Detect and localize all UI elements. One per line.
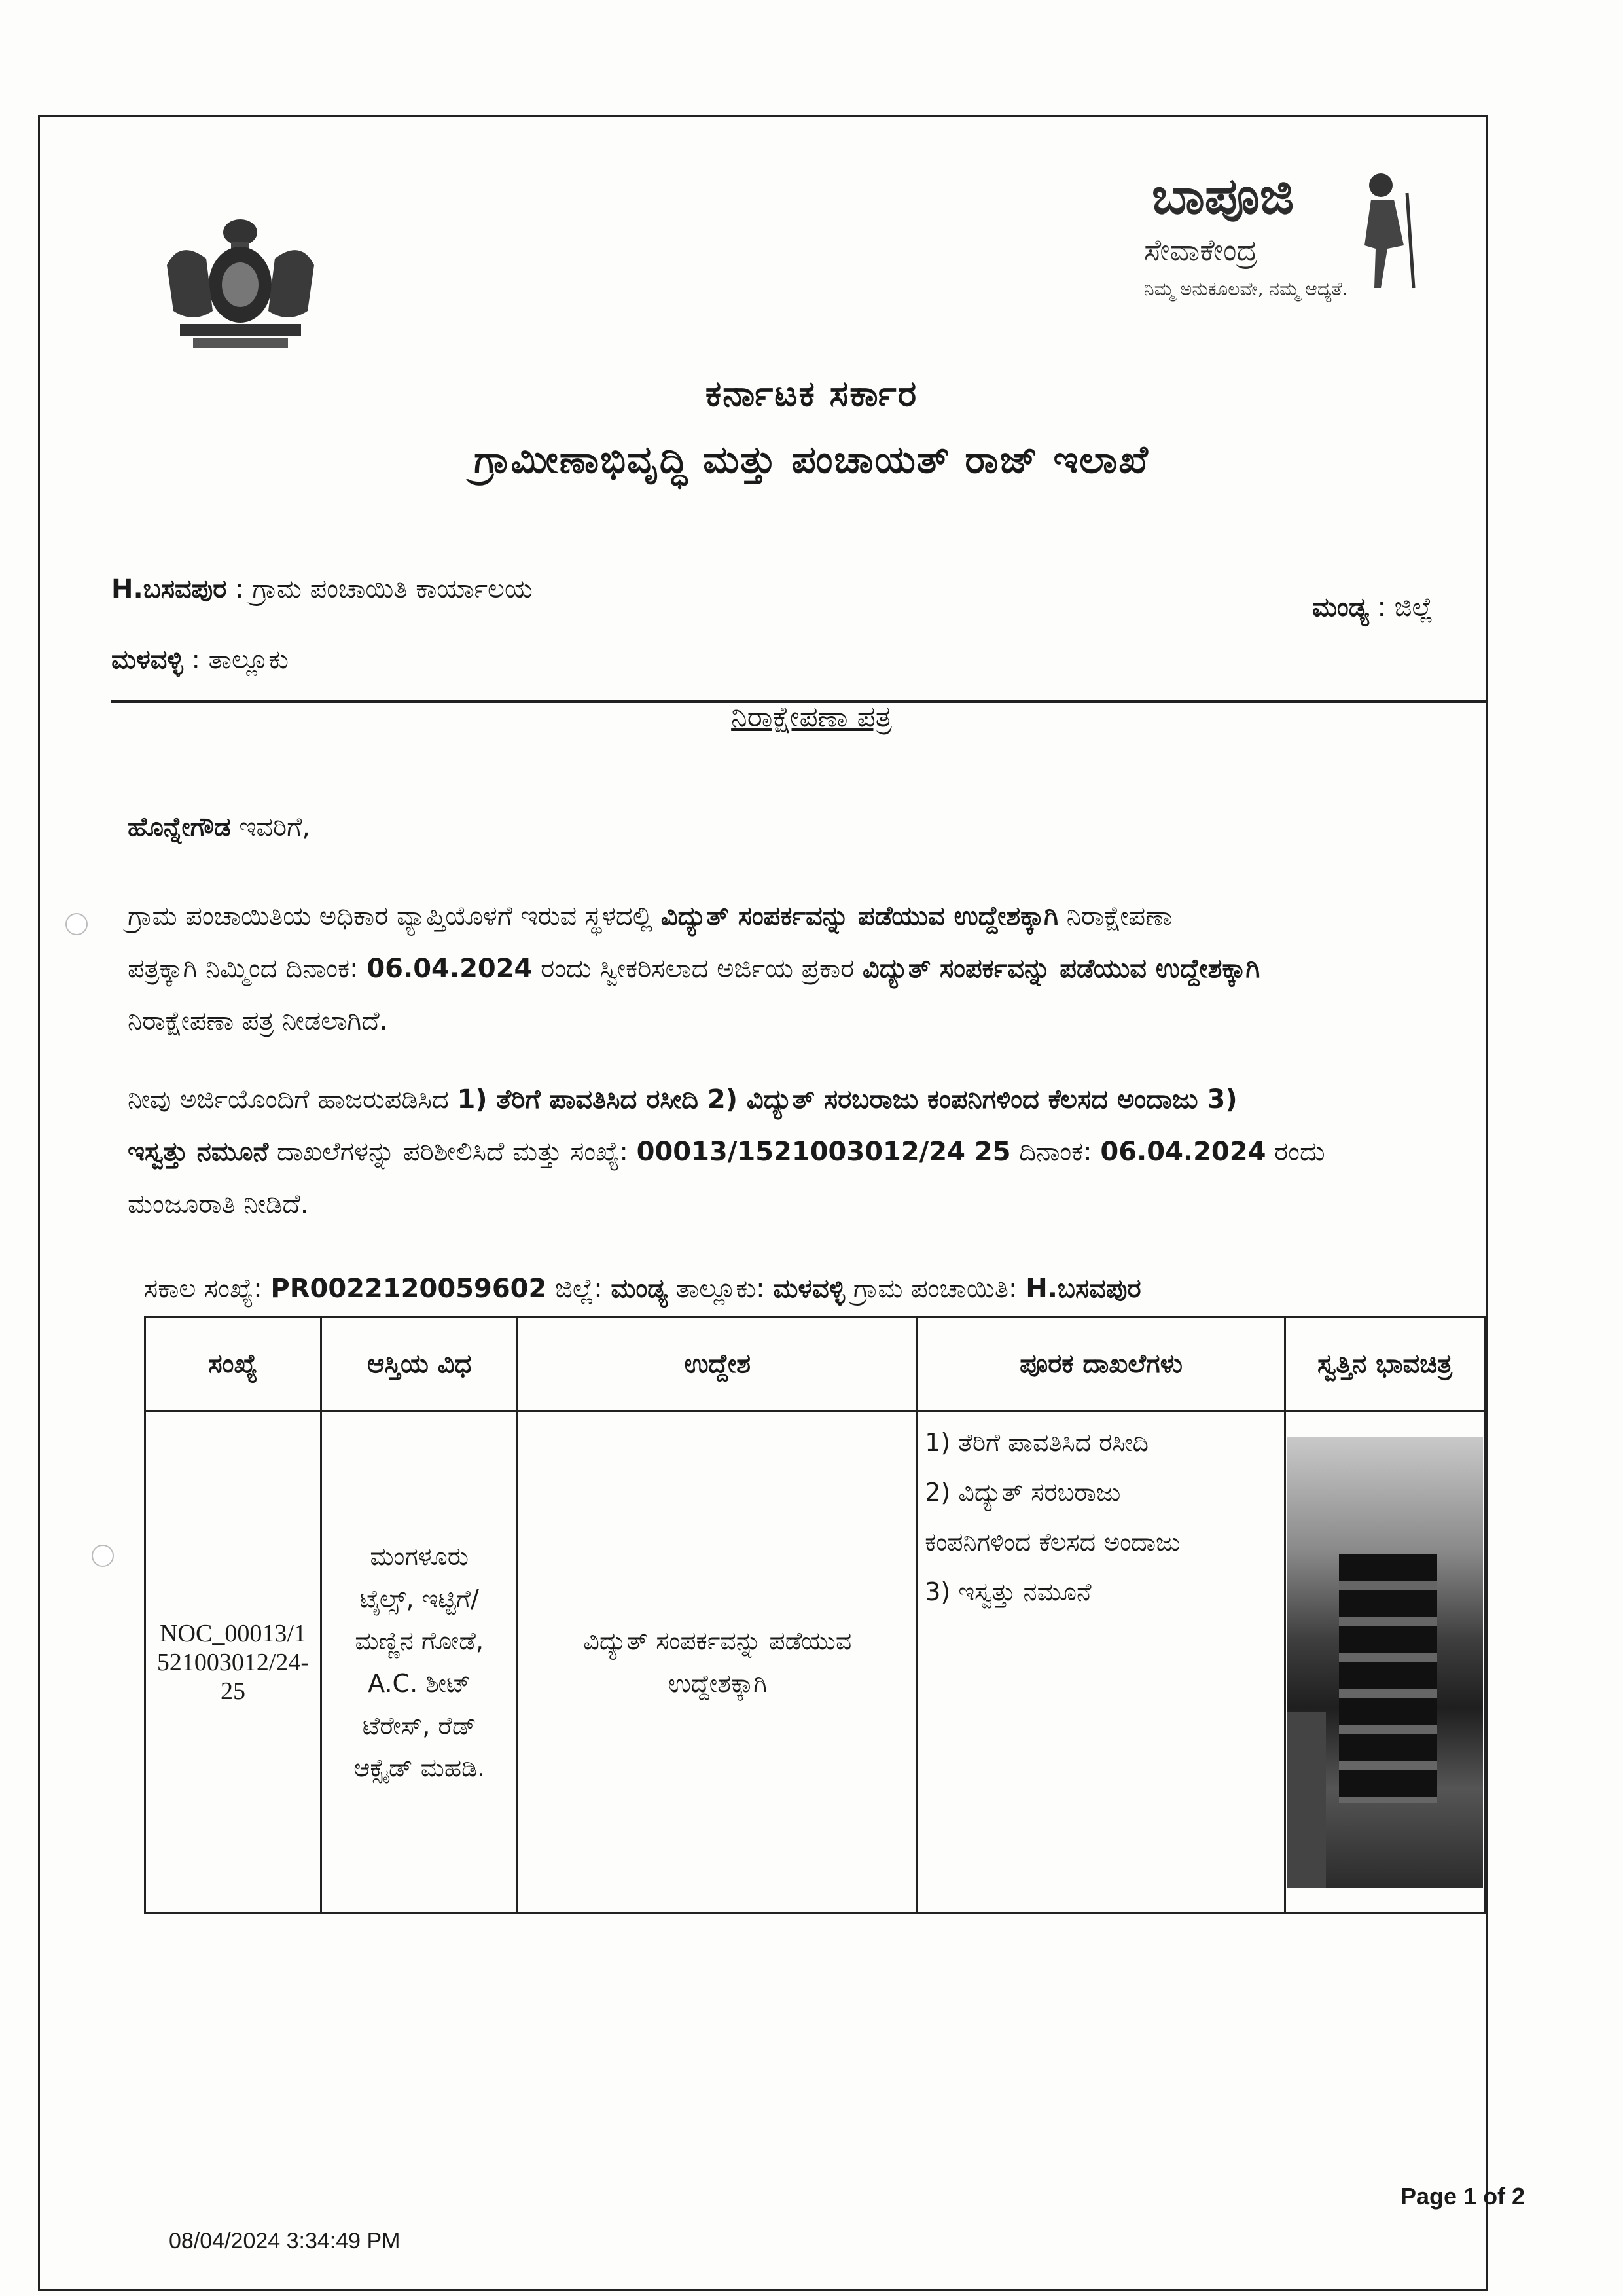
header-property-photo: ಸ್ವತ್ತಿನ ಭಾವಚಿತ್ರ (1285, 1317, 1484, 1412)
doc-line: 2) ವಿದ್ಯುತ್ ಸರಬರಾಜು (925, 1478, 1121, 1507)
page-number: Page 1 of 2 (1400, 2183, 1525, 2210)
noc-number-line: NOC_00013/1 (160, 1620, 306, 1647)
taluk-name: ಮಳವಳ್ಳಿ (111, 645, 183, 675)
photo-wall (1287, 1712, 1326, 1888)
sakala-gp-label: ಗ್ರಾಮ ಪಂಚಾಯಿತಿ: (845, 1274, 1026, 1304)
paragraph-1 (128, 890, 1489, 1047)
p2-text: ದಾಖಲೆಗಳನ್ನು ಪರಿಶೀಲಿಸಿದೆ ಮತ್ತು ಸಂಖ್ಯೆ: (268, 1137, 637, 1167)
p2-text: ನೀವು ಅರ್ಜಿಯೊಂದಿಗೆ ಹಾಜರುಪಡಿಸಿದ (128, 1085, 457, 1115)
sakala-district-label: ಜಿಲ್ಲೆ: (546, 1274, 611, 1304)
addressee-suffix: ಇವರಿಗೆ, (230, 812, 311, 842)
sakala-line (144, 1273, 1505, 1304)
sakala-label: ಸಕಾಲ ಸಂಖ್ಯೆ: (144, 1274, 271, 1304)
table-header-row (145, 1317, 1485, 1412)
photo-cell (1285, 1412, 1484, 1914)
state-emblem-icon (154, 213, 327, 353)
p1-purpose: ವಿದ್ಯುತ್ ಸಂಪರ್ಕವನ್ನು ಪಡೆಯುವ ಉದ್ದೇಶಕ್ಕಾಗಿ (660, 901, 1058, 931)
bapuji-sevakendra-logo (1126, 167, 1433, 317)
p1-purpose: ವಿದ್ಯುತ್ ಸಂಪರ್ಕವನ್ನು ಪಡೆಯುವ ಉದ್ದೇಶಕ್ಕಾಗಿ (863, 954, 1260, 984)
logo-title: ಬಾಪೂಜಿ (1152, 167, 1294, 226)
header-property-type: ಆಸ್ತಿಯ ವಿಧ (321, 1317, 517, 1412)
p1-text: ಗ್ರಾಮ ಪಂಚಾಯಿತಿಯ ಅಧಿಕಾರ ವ್ಯಾಪ್ತಿಯೊಳಗೆ ಇರುವ ಸ್ಥಳದಲ್ಲಿ (128, 901, 661, 931)
header-number: ಸಂಖ್ಯೆ (145, 1317, 321, 1412)
p1-text: ನಿರಾಕ್ಷೇಪಣಾ ಪತ್ರ ನೀಡಲಾಗಿದೆ. (128, 1006, 388, 1036)
property-line: ಮಣ್ಣಿನ ಗೋಡೆ, (355, 1626, 484, 1656)
gandhi-figure-icon (1342, 167, 1427, 291)
p1-text: ರಂದು ಸ್ವೀಕರಿಸಲಾದ ಅರ್ಜಿಯ ಪ್ರಕಾರ (532, 954, 863, 984)
p2-number: 00013/1521003012/24 25 (636, 1137, 1011, 1167)
p2-text: ಮಂಜೂರಾತಿ ನೀಡಿದೆ. (128, 1189, 309, 1219)
addressee-line (128, 812, 1489, 843)
noc-number-cell (145, 1412, 321, 1914)
sakala-gp: H.ಬಸವಪುರ (1026, 1274, 1141, 1304)
table-row (145, 1412, 1485, 1914)
punch-hole (92, 1545, 114, 1567)
property-type-cell (321, 1412, 517, 1914)
p1-text: ನಿರಾಕ್ಷೇಪಣಾ (1058, 901, 1173, 931)
purpose-cell (518, 1412, 918, 1914)
p1-text: ಪತ್ರಕ್ಕಾಗಿ ನಿಮ್ಮಿಂದ ದಿನಾಂಕ: (128, 954, 367, 984)
taluk-suffix: : ತಾಲ್ಲೂಕು (183, 645, 289, 675)
sakala-taluk: ಮಳವಳ್ಳಿ (773, 1274, 846, 1304)
property-line: ಟೈಲ್ಸ್, ಇಟ್ಟಿಗೆ/ (359, 1584, 479, 1613)
addressee-name: ಹೊನ್ನೇಗೌಡ (128, 812, 231, 842)
p2-text: ರಂದು (1266, 1137, 1325, 1167)
p2-documents: ಇಸ್ವತ್ತು ನಮೂನೆ (128, 1137, 269, 1167)
property-line: ಆಕ್ಸೈಡ್ ಮಹಡಿ. (353, 1753, 486, 1783)
header-purpose: ಉದ್ದೇಶ (518, 1317, 918, 1412)
district-suffix: : ಜಿಲ್ಲೆ (1368, 592, 1433, 622)
property-photo (1287, 1437, 1483, 1888)
p1-date: 06.04.2024 (366, 954, 533, 984)
punch-hole (65, 913, 88, 935)
print-timestamp: 08/04/2024 3:34:49 PM (169, 2229, 401, 2253)
property-line: A.C. ಶೀಟ್ (368, 1669, 471, 1698)
district-line (1312, 592, 1433, 622)
paragraph-2 (128, 1073, 1489, 1230)
property-line: ಮಂಗಳೂರು (370, 1542, 469, 1571)
purpose-line: ಉದ್ದೇಶಕ್ಕಾಗಿ (668, 1669, 767, 1698)
noc-number-line: 25 (220, 1677, 245, 1705)
purpose-line: ವಿದ್ಯುತ್ ಸಂಪರ್ಕವನ್ನು ಪಡೆಯುವ (583, 1626, 852, 1656)
p2-date: 06.04.2024 (1100, 1137, 1266, 1167)
p2-text: ದಿನಾಂಕ: (1010, 1137, 1101, 1167)
document-title: ನಿರಾಕ್ಷೇಪಣಾ ಪತ್ರ (731, 700, 892, 734)
supporting-docs-cell (918, 1412, 1285, 1914)
government-heading: ಕರ್ನಾಟಕ ಸರ್ಕಾರ (705, 373, 918, 414)
department-heading: ಗ್ರಾಮೀಣಾಭಿವೃದ್ಧಿ ಮತ್ತು ಪಂಚಾಯತ್ ರಾಜ್ ಇಲಾಖೆ (474, 437, 1149, 482)
sakala-taluk-label: ತಾಲ್ಲೂಕು: (668, 1274, 774, 1304)
property-line: ಟೆರೇಸ್, ರೆಡ್ (362, 1711, 476, 1740)
photo-building (1339, 1554, 1437, 1803)
sakala-number: PR0022120059602 (270, 1274, 547, 1304)
sakala-district: ಮಂಡ್ಯ (611, 1274, 668, 1304)
office-suffix: : ಗ್ರಾಮ ಪಂಚಾಯಿತಿ ಕಾರ್ಯಾಲಯ (226, 574, 533, 604)
taluk-line (111, 645, 289, 675)
doc-line: 3) ಇಸ್ವತ್ತು ನಮೂನೆ (925, 1577, 1092, 1606)
doc-line: 1) ತೆರಿಗೆ ಪಾವತಿಸಿದ ರಸೀದಿ (925, 1428, 1149, 1457)
p2-documents: 1) ತೆರಿಗೆ ಪಾವತಿಸಿದ ರಸೀದಿ 2) ವಿದ್ಯುತ್ ಸರಬರಾಜು ಕಂಪನಿಗಳಿಂದ ಕೆಲಸದ ಅಂದಾಜು 3) (457, 1085, 1238, 1115)
office-name: H.ಬಸವಪುರ (111, 574, 227, 604)
logo-subtitle: ಸೇವಾಕೇಂದ್ರ (1144, 232, 1258, 268)
doc-line: ಕಂಪನಿಗಳಿಂದ ಕೆಲಸದ ಅಂದಾಜು (925, 1528, 1181, 1556)
property-table (144, 1316, 1486, 1914)
office-line (111, 574, 533, 604)
district-name: ಮಂಡ್ಯ (1312, 592, 1369, 622)
logo-tagline: ನಿಮ್ಮ ಅನುಕೂಲವೇ, ನಮ್ಮ ಆದ್ಯತೆ. (1144, 278, 1348, 300)
noc-number-line: 521003012/24- (156, 1649, 310, 1676)
header-supporting-docs: ಪೂರಕ ದಾಖಲೆಗಳು (918, 1317, 1285, 1412)
